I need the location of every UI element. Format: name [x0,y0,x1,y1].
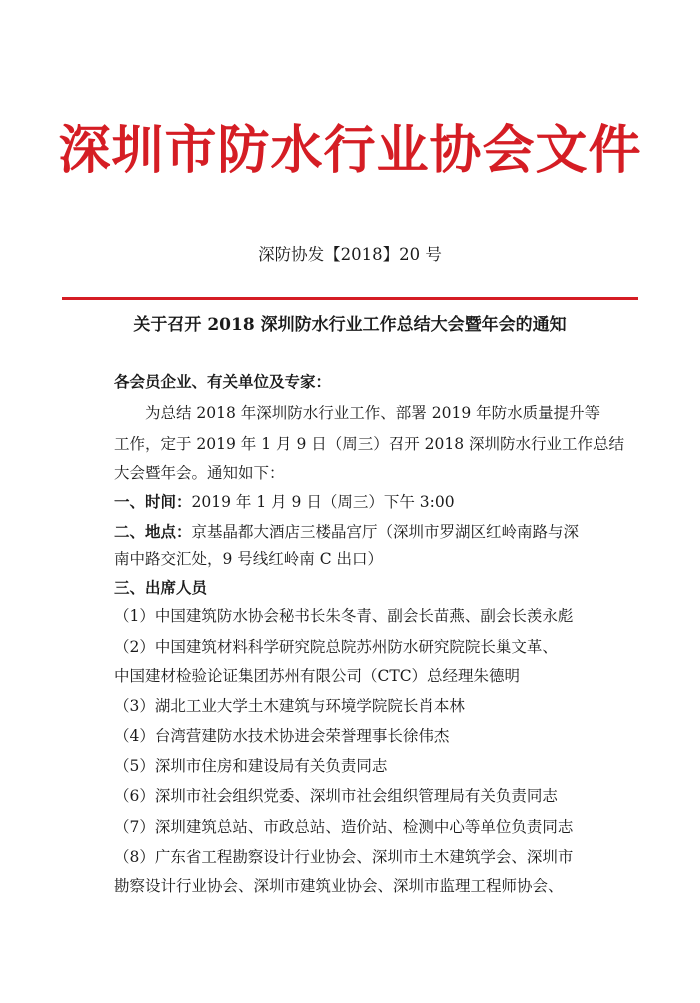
attendee-item: （4）台湾营建防水技术协进会荣誉理事长徐伟杰 [114,727,450,745]
org-header-title: 深圳市防水行业协会文件 [58,120,642,181]
attendee-item: （7）深圳建筑总站、市政总站、造价站、检测中心等单位负责同志 [114,818,574,836]
intro-line: 工作，定于 2019 年 1 月 9 日（周三）召开 2018 深圳防水行业工作总结 [114,435,625,453]
intro-line: 为总结 2018 年深圳防水行业工作、部署 2019 年防水质量提升等 [145,404,601,422]
attendee-item: 中国建材检验论证集团苏州有限公司（CTC）总经理朱德明 [114,667,521,685]
attendee-item: （6）深圳市社会组织党委、深圳市社会组织管理局有关负责同志 [114,787,558,805]
attendee-item: （5）深圳市住房和建设局有关负责同志 [114,757,388,775]
location-value: 京基晶都大酒店三楼晶宫厅（深圳市罗湖区红岭南路与深 [191,523,580,541]
location-continuation: 南中路交汇处，9 号线红岭南 C 出口） [114,550,384,568]
salutation: 各会员企业、有关单位及专家： [114,372,332,391]
notice-title: 关于召开 2018 深圳防水行业工作总结大会暨年会的通知 [133,315,567,335]
location-label: 二、地点： [114,522,192,541]
time-value: 2019 年 1 月 9 日（周三）下午 3:00 [191,493,455,511]
attendee-item: 勘察设计行业协会、深圳市建筑业协会、深圳市监理工程师协会、 [114,877,564,895]
time-label: 一、时间： [114,492,192,511]
attendee-item: （2）中国建筑材料科学研究院总院苏州防水研究院院长巢文革、 [114,638,558,656]
time-row [114,490,455,514]
intro-line: 大会暨年会。通知如下： [114,464,285,482]
location-row [114,520,579,544]
attendees-heading: 三、出席人员 [114,578,208,597]
red-divider-line [62,297,638,300]
attendee-item: （1）中国建筑防水协会秘书长朱冬青、副会长苗燕、副会长羡永彪 [114,607,574,625]
attendee-item: （3）湖北工业大学土木建筑与环境学院院长肖本林 [114,697,465,715]
attendee-item: （8）广东省工程勘察设计行业协会、深圳市土木建筑学会、深圳市 [114,848,574,866]
document-number: 深防协发【2018】20 号 [258,245,442,264]
